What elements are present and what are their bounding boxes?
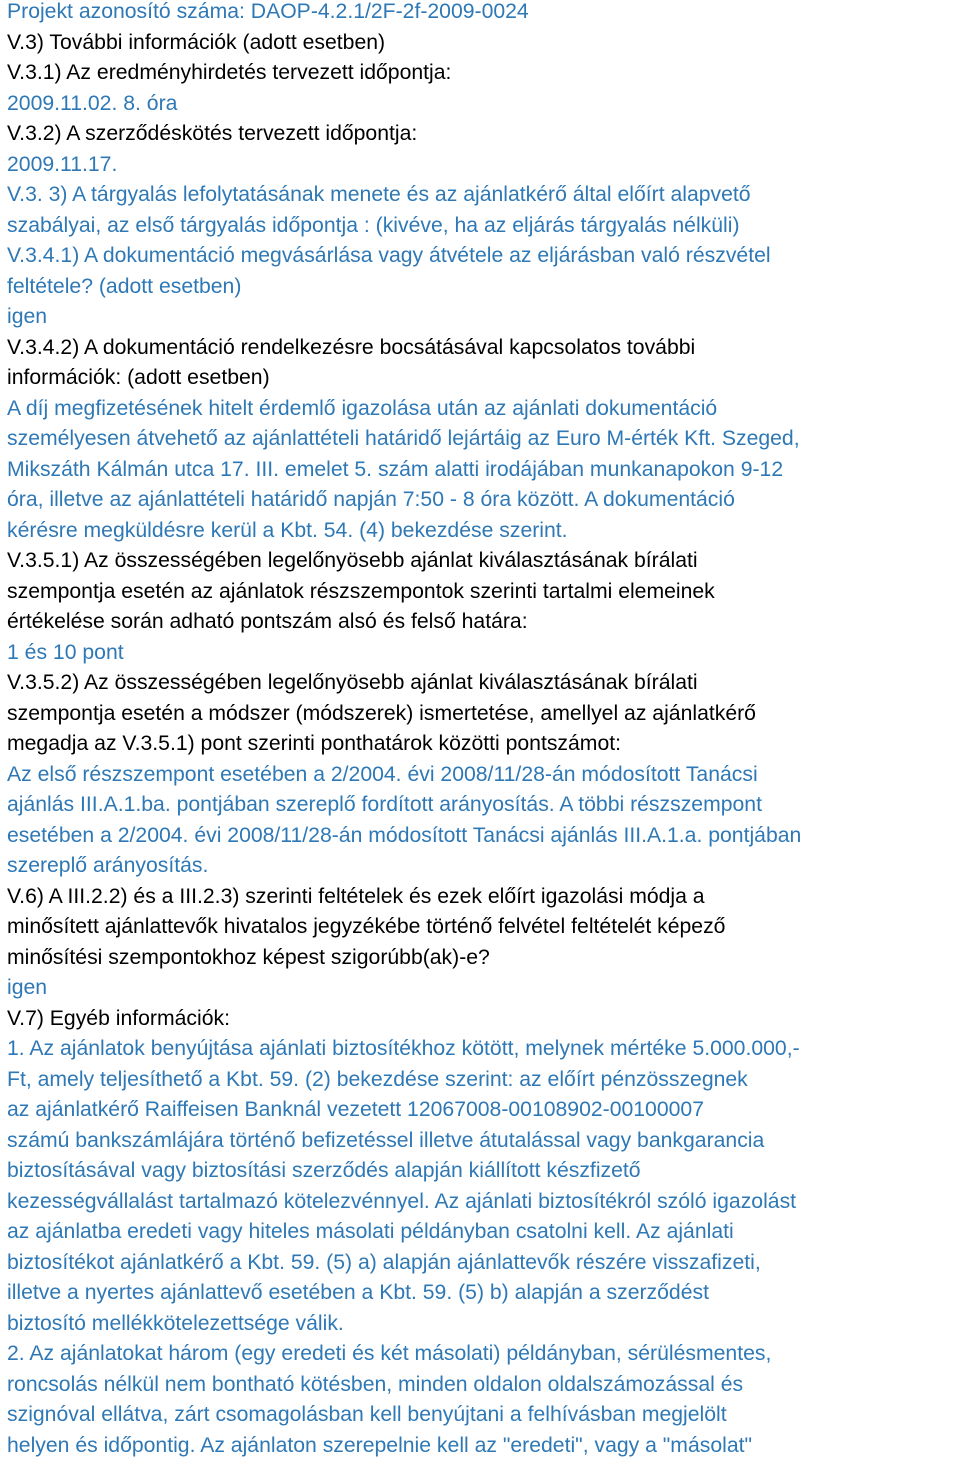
- document-value-line: igen: [7, 976, 48, 999]
- document-label-line: V.3.5.2) Az összességében legelőnyösebb ajánlat kiválasztásának bírálati: [7, 671, 698, 694]
- document-label-line: V.3.4.2) A dokumentáció rendelkezésre bocsátásával kapcsolatos további: [7, 335, 696, 359]
- document-label-line: értékelése során adható pontszám alsó és felső határa:: [7, 610, 528, 633]
- document-value-line: óra, illetve az ajánlattételi határidő napján 7:50 - 8 óra között. A dokumentáció: [7, 488, 735, 511]
- document-label-line: V.3.5.1) Az összességében legelőnyösebb ajánlat kiválasztásának bírálati: [7, 549, 698, 572]
- document-label-line: V.6) A III.2.2) és a III.2.3) szerinti feltételek és ezek előírt igazolási módja a: [7, 884, 705, 908]
- document-value-line: Projekt azonosító száma: DAOP-4.2.1/2F-2f-2009-0024: [7, 0, 529, 23]
- document-value-line: biztosításával vagy biztosítási szerződés alapján kiállított készfizető: [7, 1159, 641, 1182]
- document-value-line: V.3. 3) A tárgyalás lefolytatásának menete és az ajánlatkérő által előírt alapvető: [7, 183, 751, 206]
- document-value-line: illetve a nyertes ajánlattevő esetében a Kbt. 59. (5) b) alapján a szerződést: [7, 1281, 709, 1304]
- document-value-line: szignóval ellátva, zárt csomagolásban kell benyújtani a felhívásban megjelölt: [7, 1403, 727, 1426]
- document-label-line: minősített ajánlattevők hivatalos jegyzékébe történő felvétel feltételét képező: [7, 915, 726, 938]
- document-value-line: személyesen átvehető az ajánlattételi határidő lejártáig az Euro M-érték Kft. Szeged,: [7, 427, 800, 450]
- document-value-line: számú bankszámlájára történő befizetéssel illetve átutalással vagy bankgarancia: [7, 1128, 765, 1152]
- document-label-line: minősítési szempontokhoz képest szigorúbb(ak)-e?: [7, 945, 490, 969]
- document-label-line: megadja az V.3.5.1) pont szerinti ponthatárok közötti pontszámot:: [7, 732, 622, 755]
- document-value-line: biztosító mellékkötelezettsége válik.: [7, 1311, 344, 1335]
- document-value-line: Mikszáth Kálmán utca 17. III. emelet 5. szám alatti irodájában munkanapokon 9-12: [7, 457, 784, 481]
- document-value-line: ajánlás III.A.1.ba. pontjában szereplő fordított arányosítás. A többi részszempont: [7, 793, 762, 816]
- document-value-line: biztosítékot ajánlatkérő a Kbt. 59. (5) a) alapján ajánlattevők részére visszafizeti,: [7, 1250, 761, 1274]
- document-value-line: az ajánlatkérő Raiffeisen Banknál vezetett 12067008-00108902-00100007: [7, 1098, 704, 1121]
- document-value-line: Az első részszempont esetében a 2/2004. évi 2008/11/28-án módosított Tanácsi: [7, 762, 758, 786]
- document-label-line: V.7) Egyéb információk:: [7, 1006, 230, 1030]
- document-label-line: V.3) További információk (adott esetben): [7, 30, 386, 54]
- document-value-line: 2009.11.17.: [7, 152, 118, 176]
- document-value-line: 1. Az ajánlatok benyújtása ajánlati biztosítékhoz kötött, melynek mértéke 5.000.000,-: [7, 1037, 800, 1060]
- document-value-line: szabályai, az első tárgyalás időpontja : (kivéve, ha az eljárás tárgyalás nélküli): [7, 213, 740, 237]
- document-label-line: információk: (adott esetben): [7, 366, 270, 389]
- document-label-line: V.3.1) Az eredményhirdetés tervezett időpontja:: [7, 61, 452, 84]
- document-value-line: esetében a 2/2004. évi 2008/11/28-án módosított Tanácsi ajánlás III.A.1.a. pontjában: [7, 823, 802, 847]
- document-value-line: 2. Az ajánlatokat három (egy eredeti és két másolati) példányban, sérülésmentes,: [7, 1342, 772, 1365]
- document-value-line: kérésre megküldésre kerül a Kbt. 54. (4) bekezdése szerint.: [7, 518, 568, 542]
- document-label-line: szempontja esetén az ajánlatok részszempontok szerinti tartalmi elemeinek: [7, 579, 715, 603]
- document-value-line: Ft, amely teljesíthető a Kbt. 59. (2) bekezdése szerint: az előírt pénzösszegnek: [7, 1067, 748, 1091]
- document-value-line: feltétele? (adott esetben): [7, 274, 242, 298]
- document-value-line: helyen és időpontig. Az ajánlaton szerepelnie kell az "eredeti", vagy a "másolat": [7, 1433, 753, 1457]
- document-value-line: V.3.4.1) A dokumentáció megvásárlása vagy átvétele az eljárásban való részvétel: [7, 244, 771, 267]
- document-value-line: roncsolás nélkül nem bontható kötésben, minden oldalon oldalszámozással és: [7, 1372, 744, 1396]
- document-value-line: 2009.11.02. 8. óra: [7, 91, 178, 115]
- document-value-line: 1 és 10 pont: [7, 640, 124, 664]
- document-label-line: V.3.2) A szerződéskötés tervezett időpontja:: [7, 122, 418, 145]
- document-value-line: igen: [7, 305, 48, 328]
- document-value-line: A díj megfizetésének hitelt érdemlő igazolása után az ajánlati dokumentáció: [7, 396, 718, 420]
- document-value-line: szereplő arányosítás.: [7, 854, 209, 877]
- document-value-line: az ajánlatba eredeti vagy hiteles másolati példányban csatolni kell. Az ajánlati: [7, 1220, 734, 1243]
- document-value-line: kezességvállalást tartalmazó kötelezvénnyel. Az ajánlati biztosítékról szóló igazolást: [7, 1189, 797, 1213]
- document-label-line: szempontja esetén a módszer (módszerek) ismertetése, amellyel az ajánlatkérő: [7, 701, 756, 725]
